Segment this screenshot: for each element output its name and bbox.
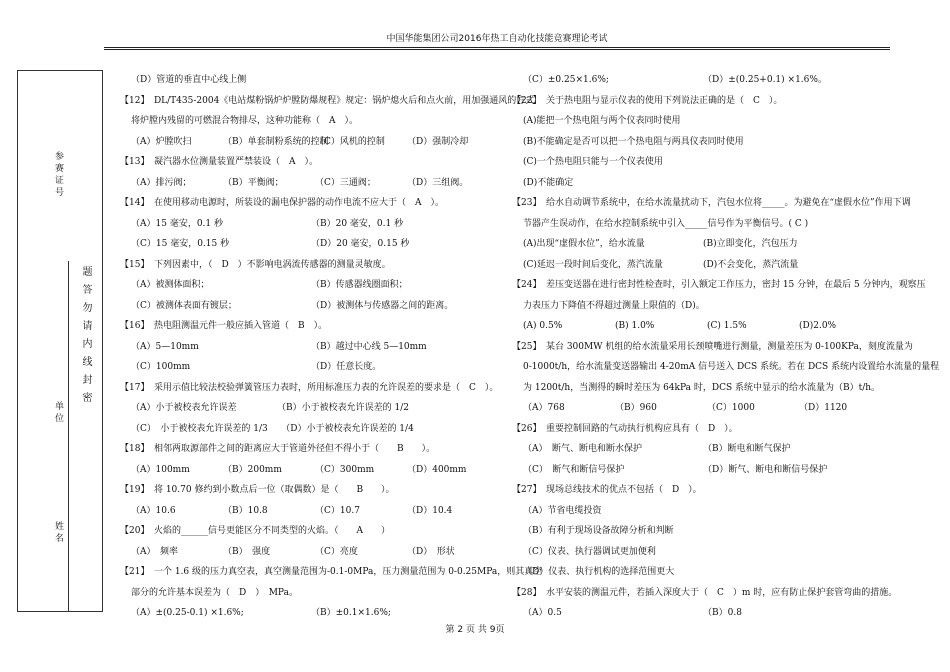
option-row bbox=[120, 296, 500, 317]
text-line: 0-1000t/h，给水流量变送器输出 4-20mA 信号送入 DCS 系统。若在 DCS 系统内设置给水流量的量程 bbox=[523, 362, 940, 372]
option-text: （B）±0.1×1.6%; bbox=[311, 608, 391, 618]
option-row bbox=[512, 603, 890, 624]
question-text: 【12】 DL/T435-2004《电站煤粉锅炉炉膛防爆规程》规定：锅炉熄火后和点火前，用加强通风的方式 bbox=[120, 95, 535, 106]
question-text: 【23】 给水自动调节系统中，在给水流量扰动下，汽包水位将_____。为避免在“虚假水位”作用下调 bbox=[512, 198, 911, 208]
text-line: （D）仪表、执行机构的选择范围更大 bbox=[523, 567, 675, 577]
option-row bbox=[512, 70, 890, 91]
option-text: (D)不会变化，蒸汽流量 bbox=[703, 259, 799, 270]
option-text: （D）20 毫安，0.15 秒 bbox=[311, 239, 410, 249]
text-line: （A）小于被校表允许误差 （B）小于被校表允许误差的 1/2 bbox=[131, 403, 409, 413]
option-text: (B) 1.0% bbox=[615, 321, 655, 331]
unit-label: 单位 bbox=[53, 401, 63, 425]
option-text: （C）15 毫安，0.15 秒 bbox=[131, 239, 230, 249]
page-footer: 第 2 页 共 9页 bbox=[445, 625, 505, 635]
option-text: （A）5—10mm bbox=[131, 341, 199, 352]
option-text: （B）传感器线圈面积； bbox=[311, 280, 408, 290]
option-text: （A）0.5 bbox=[523, 608, 562, 618]
option-text: （D）400mm bbox=[407, 464, 467, 475]
option-text: （A）被测体面积； bbox=[131, 280, 210, 290]
option-text: （D） 形状 bbox=[407, 546, 455, 557]
question-text: 【13】 凝汽器水位测量装置严禁装设（ A ）。 bbox=[120, 157, 318, 167]
option-row bbox=[120, 501, 500, 522]
option-text: （C）10.7 bbox=[315, 505, 360, 516]
option-text: （D）任意长度。 bbox=[311, 362, 382, 372]
option-text: （C） 断气和断信号保护 bbox=[523, 464, 625, 475]
question-text: 【27】 现场总线技术的优点不包括（ D ）。 bbox=[512, 485, 702, 495]
question-text: 【21】 一个 1.6 级的压力真空表，真空测量范围为-0.1-0MPa，压力测量范围为 0-0.25MPa，则其真空 bbox=[120, 567, 543, 577]
option-row bbox=[120, 337, 500, 358]
text-line: 部分的允许基本误差为（ D ） MPa。 bbox=[131, 587, 298, 598]
option-text: （B）平衡阀； bbox=[223, 177, 284, 188]
text-line: 节器产生误动作，在给水控制系统中引入_____信号作为平衡信号。( C ) bbox=[523, 218, 809, 229]
name-label: 姓名 bbox=[53, 521, 63, 545]
option-text: (C)延迟一段时间后变化，蒸汽流量 bbox=[523, 259, 663, 270]
binding-margin bbox=[17, 70, 103, 612]
option-row bbox=[120, 173, 500, 194]
option-text: (A)出现“虚假水位”，给水流量 bbox=[523, 239, 645, 249]
option-text: （B） 强度 bbox=[223, 546, 271, 557]
option-text: （D）强制冷却 bbox=[407, 136, 469, 147]
option-text: （B）断电和断气保护 bbox=[703, 444, 791, 454]
option-text: （A）炉膛吹扫 bbox=[131, 136, 192, 147]
option-row bbox=[512, 460, 890, 481]
question-text: 【20】 火焰的______信号更能区分不同类型的火焰。（ A ） bbox=[120, 526, 390, 536]
question-text: 【26】 重要控制回路的气动执行机构应具有（ D ）。 bbox=[512, 423, 738, 434]
question-text: 【25】 某台 300MW 机组的给水流量采用长颈喷嘴进行测量，测量差压为 0-100KPa，刻度流量为 bbox=[512, 341, 913, 352]
option-row bbox=[120, 603, 500, 624]
question-text: 【18】 相邻两取源部件之间的距离应大于管道外径但不得小于（ B ）。 bbox=[120, 444, 436, 454]
option-text: （A） 频率 bbox=[131, 546, 178, 557]
option-text: （B）960 bbox=[615, 403, 657, 413]
option-text: （C）100mm bbox=[131, 362, 191, 372]
option-text: （C）300mm bbox=[315, 464, 375, 475]
option-row bbox=[120, 542, 500, 563]
option-text: （D）1120 bbox=[799, 403, 848, 413]
option-row bbox=[512, 255, 890, 276]
option-text: （A） 断气、断电和断水保护 bbox=[523, 444, 643, 454]
option-row bbox=[120, 214, 500, 235]
question-text: 【22】 关于热电阻与显示仪表的使用下列说法正确的是（ C ）。 bbox=[512, 95, 783, 106]
option-text: （D）三组阀。 bbox=[407, 177, 469, 188]
option-text: （D）断气、断电和断信号保护 bbox=[703, 464, 828, 475]
text-line: 将炉膛内残留的可燃混合物排尽，这种功能称（ A ）。 bbox=[131, 116, 359, 126]
option-text: （D）10.4 bbox=[407, 505, 453, 516]
binding-divider bbox=[68, 261, 69, 611]
option-text: (D)2.0% bbox=[799, 321, 837, 331]
text-line: (B)不能确定是否可以把一个热电阻与两具仪表同时使用 bbox=[523, 136, 744, 147]
page-header: 中国华能集团公司2016年热工自动化技能竞赛理论考试 bbox=[386, 34, 608, 44]
text-line: （C） 小于被校表允许误差的 1/3 （D）小于被校表允许误差的 1/4 bbox=[131, 423, 414, 434]
option-text: （A）100mm bbox=[131, 464, 190, 475]
question-text: 【28】 水平安装的测温元件，若插入深度大于（ C ）m 时，应有防止保护套管弯曲的措施。 bbox=[512, 587, 898, 598]
option-text: （D）±(0.25+0.1) ×1.6%。 bbox=[703, 75, 827, 85]
text-line: 力表压力下降值不得超过测量上限值的（D)。 bbox=[523, 300, 705, 311]
option-text: （C）±0.25×1.6%; bbox=[523, 75, 609, 85]
contestant-number-label: 参赛证号 bbox=[53, 151, 63, 199]
text-line: （C）仪表、执行器调试更加便利 bbox=[523, 546, 656, 557]
question-text: 【17】 采用示值比较法校验弹簧管压力表时，所用标准压力表的允许误差的要求是（ C ）。 bbox=[120, 382, 499, 393]
option-text: （C）亮度 bbox=[315, 546, 358, 557]
option-text: （A）768 bbox=[523, 403, 565, 413]
option-row bbox=[120, 460, 500, 481]
question-text: 【16】 热电阻测温元件一般应插入管道（ B ）。 bbox=[120, 321, 328, 331]
question-text: 【24】 差压变送器在进行密封性检查时，引入额定工作压力，密封 15 分钟，在最后 5 分钟内，观察压 bbox=[512, 280, 926, 290]
text-line: 为 1200t/h，当测得的瞬时差压为 64kPa 时，DCS 系统中显示的给水流量为（B）t/h。 bbox=[523, 382, 881, 393]
option-text: （C）三通阀； bbox=[315, 177, 376, 188]
seal-line-notice: 题答勿请内线封密 bbox=[80, 266, 91, 410]
option-text: （C）风机的控制 bbox=[315, 136, 385, 147]
text-line: （D）管道的垂直中心线上侧 bbox=[131, 75, 247, 85]
option-text: （A）排污阀； bbox=[131, 177, 192, 188]
text-line: (A)能把一个热电阻与两个仪表同时使用 bbox=[523, 116, 681, 126]
option-text: （A）10.6 bbox=[131, 505, 176, 516]
option-row bbox=[512, 234, 890, 255]
question-text: 【19】 将 10.70 修约到小数点后一位（取偶数）是（ B ）。 bbox=[120, 485, 395, 495]
option-text: （B）越过中心线 5—10mm bbox=[311, 341, 427, 352]
option-text: （B）10.8 bbox=[223, 505, 268, 516]
right-column bbox=[512, 70, 940, 624]
option-text: （B）200mm bbox=[223, 464, 282, 475]
question-text: 【15】 下列因素中，（ D ）不影响电涡流传感器的测量灵敏度。 bbox=[120, 259, 391, 270]
text-line: （B）有利于现场设备故障分析和判断 bbox=[523, 526, 674, 536]
text-line: （A）节省电缆投资 bbox=[523, 505, 602, 516]
text-line: (C)一个热电阻只能与一个仪表使用 bbox=[523, 157, 663, 167]
option-text: （A）15 毫安，0.1 秒 bbox=[131, 218, 223, 229]
option-text: (C) 1.5% bbox=[707, 321, 747, 331]
option-text: （B）20 毫安，0.1 秒 bbox=[311, 218, 404, 229]
option-row bbox=[512, 398, 890, 419]
option-text: （A）±(0.25-0.1) ×1.6%; bbox=[131, 608, 244, 618]
option-row bbox=[120, 275, 500, 296]
option-text: （B）0.8 bbox=[703, 608, 742, 618]
option-text: （B）单套制粉系统的控制 bbox=[223, 136, 329, 147]
option-row bbox=[512, 316, 890, 337]
option-row bbox=[120, 132, 500, 153]
question-text: 【14】 在使用移动电源时，所装设的漏电保护器的动作电流不应大于（ A ）。 bbox=[120, 198, 444, 208]
option-text: (A) 0.5% bbox=[523, 321, 563, 331]
option-row bbox=[120, 357, 500, 378]
option-row bbox=[120, 234, 500, 255]
option-text: （C）被测体表面有镀层； bbox=[131, 300, 237, 311]
text-line: (D)不能确定 bbox=[523, 177, 574, 188]
option-text: (B)立即变化，汽包压力 bbox=[703, 239, 798, 249]
option-row bbox=[512, 439, 890, 460]
header-rule bbox=[104, 47, 890, 48]
header-rule-double bbox=[104, 49, 890, 50]
option-text: （D）被测体与传感器之间的距离。 bbox=[311, 300, 454, 311]
option-text: （C）1000 bbox=[707, 403, 755, 413]
